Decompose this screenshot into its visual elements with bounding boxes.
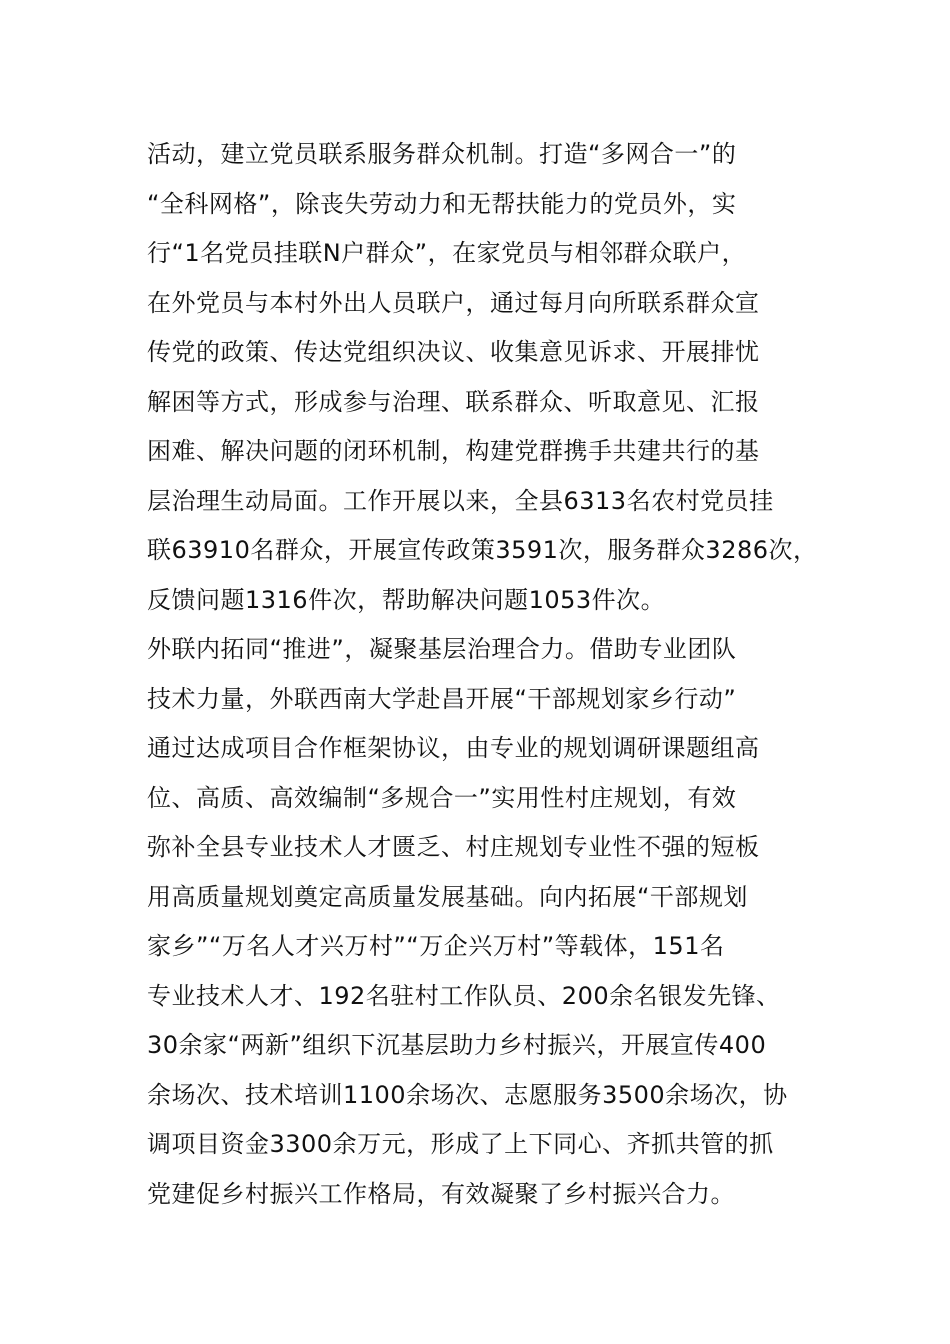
body-text — [147, 130, 847, 1219]
text-line: 活动，建立党员联系服务群众机制。打造“多网合一”的 — [147, 140, 737, 168]
text-line: 通过达成项目合作框架协议，由专业的规划调研课题组高 — [147, 734, 760, 762]
text-line: 外联内拓同“推进”，凝聚基层治理合力。借助专业团队 — [147, 635, 737, 663]
text-line: 用高质量规划奠定高质量发展基础。向内拓展“干部规划 — [147, 882, 748, 911]
text-line: 弥补全县专业技术人才匮乏、村庄规划专业性不强的短板 — [147, 833, 760, 861]
text-line: 党建促乡村振兴工作格局，有效凝聚了乡村振兴合力。 — [147, 1179, 735, 1208]
text-line: 专业技术人才、192名驻村工作队员、200余名银发先锋、 — [147, 981, 781, 1010]
text-line: 30余家“两新”组织下沉基层助力乡村振兴，开展宣传400 — [147, 1031, 767, 1059]
text-line: 位、高质、高效编制“多规合一”实用性村庄规划，有效 — [147, 783, 737, 812]
text-line: 行“1名党员挂联N户群众”，在家党员与相邻群众联户， — [147, 239, 747, 267]
text-line: 调项目资金3300余万元，形成了上下同心、齐抓共管的抓 — [147, 1130, 774, 1158]
text-line: 联63910名群众，开展宣传政策3591次，服务群众3286次， — [147, 536, 818, 564]
text-line: 层治理生动局面。工作开展以来，全县6313名农村党员挂 — [147, 486, 774, 515]
text-line: 传党的政策、传达党组织决议、收集意见诉求、开展排忧 — [147, 338, 760, 366]
text-line: 家乡”“万名人才兴万村”“万企兴万村”等载体，151名 — [147, 932, 725, 960]
text-line: 余场次、技术培训1100余场次、志愿服务3500余场次，协 — [147, 1080, 788, 1109]
text-line: 在外党员与本村外出人员联户，通过每月向所联系群众宣 — [147, 288, 760, 317]
text-line: 解困等方式，形成参与治理、联系群众、听取意见、汇报 — [147, 387, 760, 416]
text-line: 技术力量，外联西南大学赴昌开展“干部规划家乡行动” — [147, 684, 737, 713]
text-line: “全科网格”，除丧失劳动力和无帮扶能力的党员外，实 — [147, 189, 737, 218]
text-line: 反馈问题1316件次，帮助解决问题1053件次。 — [147, 585, 666, 614]
text-line: 困难、解决问题的闭环机制，构建党群携手共建共行的基 — [147, 437, 760, 465]
